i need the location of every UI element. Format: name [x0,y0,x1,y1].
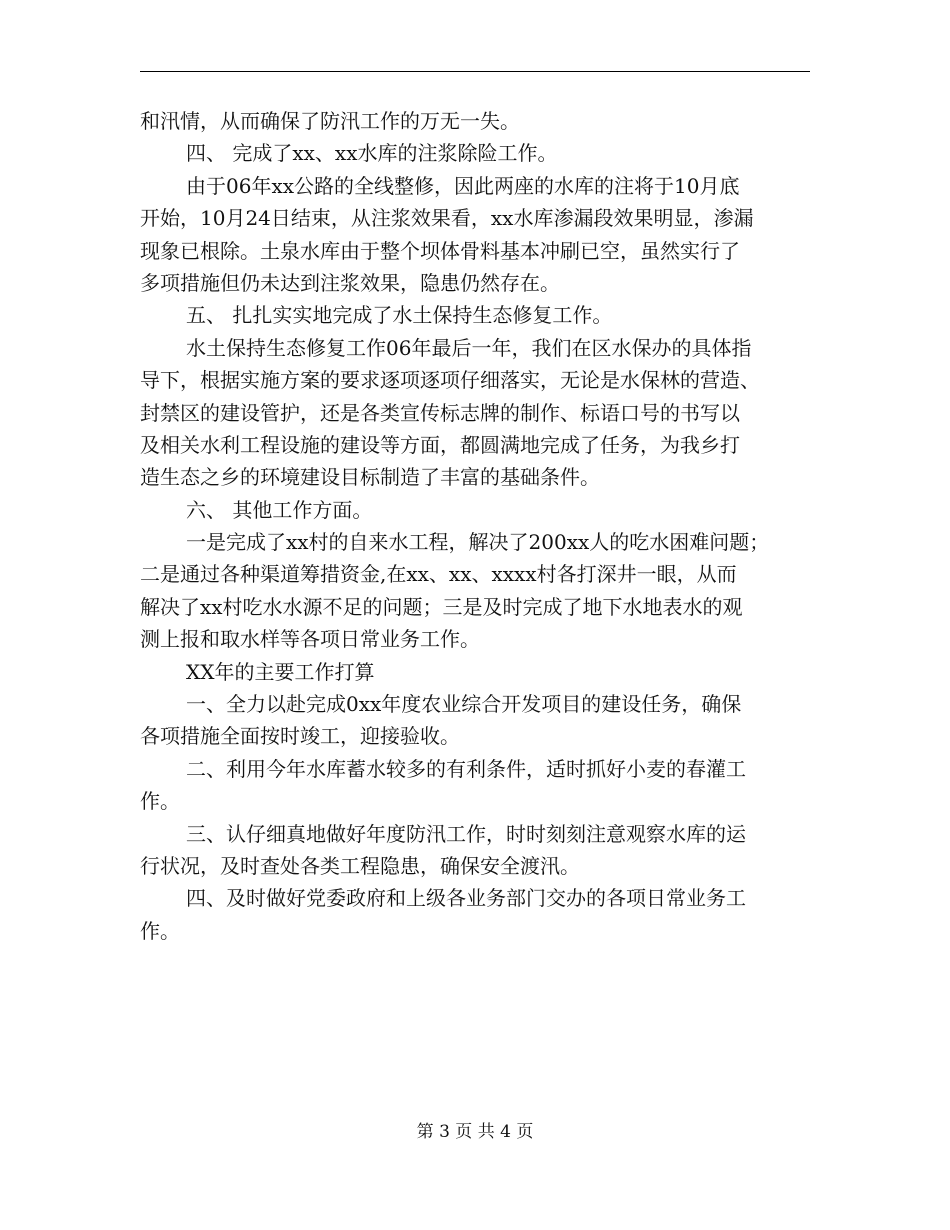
header-rule [140,71,810,72]
text-line: 封禁区的建设管护，还是各类宣传标志牌的制作、标语口号的书写以 [140,400,740,425]
text-line: 造生态之乡的环境建设目标制造了丰富的基础条件。 [140,465,600,490]
text-line: 五、 扎扎实实地完成了水土保持生态修复工作。 [186,303,613,328]
text-line: 二是通过各种渠道筹措资金,在xx、xx、xxxx村各打深井一眼，从而 [140,562,737,587]
text-line: 导下，根据实施方案的要求逐项逐项仔细落实，无论是水保林的营造、 [140,368,760,393]
text-line: 现象已根除。土泉水库由于整个坝体骨料基本冲刷已空，虽然实行了 [140,238,740,263]
text-line: 解决了xx村吃水水源不足的问题；三是及时完成了地下水地表水的观 [140,594,743,619]
text-line: 水土保持生态修复工作06年最后一年，我们在区水保办的具体指 [186,335,752,360]
text-line: 一是完成了xx村的自来水工程，解决了200xx人的吃水困难问题； [186,530,770,555]
text-line: 一、全力以赴完成0xx年度农业综合开发项目的建设任务，确保 [186,692,742,717]
text-line: 作。 [140,789,180,814]
text-line: 三、认仔细真地做好年度防汛工作，时时刻刻注意观察水库的运 [186,821,746,846]
text-line: 测上报和取水样等各项日常业务工作。 [140,627,480,652]
text-line: 四、及时做好党委政府和上级各业务部门交办的各项日常业务工 [186,886,746,911]
page-footer: 第 3 页 共 4 页 [416,1122,534,1142]
text-line: 六、 其他工作方面。 [186,497,373,522]
text-line: 四、 完成了xx、xx水库的注浆除险工作。 [186,141,558,166]
text-line: 和汛情，从而确保了防汛工作的万无一失。 [140,109,520,133]
text-line: 行状况，及时查处各类工程隐患，确保安全渡汛。 [140,853,580,878]
document-body [140,105,810,947]
text-line: 各项措施全面按时竣工，迎接验收。 [140,724,460,749]
text-line: 开始，10月24日结束，从注浆效果看，xx水库渗漏段效果明显，渗漏 [140,206,754,231]
text-line: 由于06年xx公路的全线整修，因此两座的水库的注将于10月底 [186,173,740,198]
text-line: 作。 [140,918,180,943]
text-line: XX年的主要工作打算 [186,659,375,684]
text-line: 二、利用今年水库蓄水较多的有利条件，适时抓好小麦的春灌工 [186,756,746,781]
text-line: 及相关水利工程设施的建设等方面，都圆满地完成了任务，为我乡打 [140,432,740,457]
text-line: 多项措施但仍未达到注浆效果，隐患仍然存在。 [140,270,560,295]
